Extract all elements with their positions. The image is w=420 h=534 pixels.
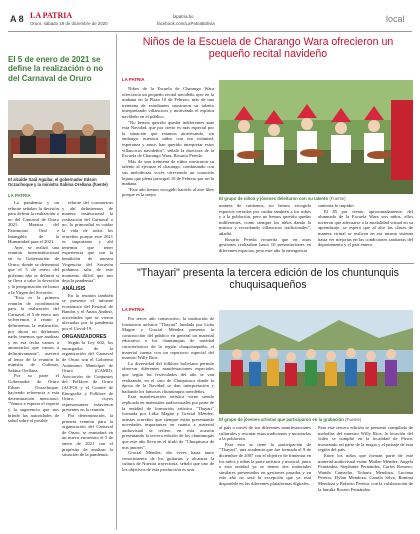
sidebar-photo <box>8 100 110 175</box>
article1-headline: Niños de la Escuela de Charango Wara ofrecieron un pequeño recital navideño <box>142 36 394 60</box>
article1-caption <box>219 196 413 201</box>
paragraph: Entre los niños que forman parte de este material audiovisual están: Mailen Méndez, Angela Fernández, Stephanie Fernández, Carlos Romero, Wanda Camacho, Yoharis Mendoza, Luciana Pereira, Dylan Mendoza, Camila Silva, Romina Mendoza y Roberto Pereira, con la colaboración de la familia Rosero Fernández. <box>318 452 413 492</box>
officials-photo <box>8 100 110 175</box>
paragraph: rebrote del coronavirus y ahí definiremos de manera institucional la realización del Carnaval o no, lo primordial es cuidar la vida de todos los orureños porque este 2021 es importante y ahí tenemos que tener experiencia que con la bendición de nuestra Virgencita del Socavón podamos salir de este momento difícil que nos deja la pandemia". <box>62 200 113 284</box>
article2-byline: LA PATRIA <box>122 307 145 312</box>
paragraph: El 85 por ciento, aproximadamente, del alumnado de la Escuela Wara son niños, ellos tuvieron que adecuarse a la modalidad virtual en su aprendizaje, se espera que al alto las clases de manera virtual se realicen en ese mismo sistema hasta ver mejorías en las condiciones sanitarias del departamento y el país entero. <box>318 208 413 248</box>
young-artists-photo <box>219 310 413 414</box>
article1-photo <box>219 80 413 194</box>
newspaper-name: LA PATRIA <box>30 11 73 20</box>
paragraph: Ayer, se realizó una reunión interinstitucional en la Gobernación de Oruro, donde se determinó que el 5 de enero del próximo año se definirá si se lleva a cabo la devoción y la peregrinación en honor a la Virgen del Socavón. <box>8 244 59 295</box>
paragraph: Gracial Méndez, dio veces hasta tanto conocimiento de los guitarras y alcanzar la cultura de Nuestra trayectoria, señaló que uno de los objetivos de esta producción es unir <box>122 450 214 473</box>
article-divider <box>120 263 414 264</box>
social-link: facebook.com/LaPatriaBolivia <box>157 21 215 26</box>
paragraph: "Este año hemos escogido hacerlo al aire libre porque es la mejor <box>122 186 214 198</box>
column-divider <box>116 34 117 530</box>
paragraph: La diversidad del folklore boliviano permite observar diferentes manifestaciones especiales que según las festividades del año se van realizando, en el caso de Chuquisaca donde la época de la Navidad se dan interpretación y bailando los famosos chuntunquis navideños. <box>122 360 214 394</box>
photo-credit: (Fuente) <box>345 417 362 422</box>
paragraph: Por tercer año consecutivo, la institución de formación artística "Thayari" fundada por Lidia Magne y Gracial Méndez presenta la construcción del público en general un material educativo a los chuntunquis de navidad característicos de la región chuquisaqueña, el material cuenta con un repertorio especial del maestro Willy Rios. <box>122 316 214 361</box>
article2-caption <box>219 417 413 422</box>
paragraph: sanitaria lo impidió. <box>318 203 355 208</box>
caption-text: El grupo de niños y jóvenes deleitaron con su talento <box>219 196 329 201</box>
paragraph: Por su parte el Gobernador de Oruro Edson Oczachoque, haciendo referencia a esta determinación mencionó: "Vamos a esperar el reporte y la sugerencia que nos brinde las autoridades de salud sobre el posible <box>8 373 59 424</box>
sidebar-caption: El alcalde Saúl Aguilar, el gobernador Edson Oczachoque y la ministra Sabina Orellana (fuente) <box>8 177 108 187</box>
page-number: A 8 <box>10 14 24 24</box>
article1-column-2 <box>219 203 311 261</box>
paragraph: Rosario Pereda recuerda que en otras gestiones realizaban hasta 10 presentaciones en diferentes espacios, pero este año la emergencia <box>219 236 311 253</box>
website: lapatria.bo <box>173 14 194 19</box>
organizers-subhead: ORGANIZADORES <box>62 333 107 340</box>
paragraph: Para esto se tiene la participación de "Thayari", una academia que fue formada el 9 de diciembre de 2007 con el objetivo de fomentar en los niños y niñas la parte artística y musical, junto a esta entidad ya se tienen dos materiales similares presentados en gestiones pasadas y en este año no será la excepción que ya está disponible en las diferentes plataformas digitales. <box>219 441 311 486</box>
page-header <box>0 0 420 30</box>
section-title: local <box>386 14 405 24</box>
sidebar-column-2 <box>62 200 113 530</box>
paragraph: "Esta es la primera reunión de coordinación para la realización del Carnaval, el 5 de enero nos volveremos a reunir y definiremos la realización, por ahora no definimos nada, tenemos que analizar y en esa fecha vamos a anunciarlos que vamos a definitivamente", aseveró al tenor de la reunión la ministra de Culturas, Sabina Orellana. <box>8 295 59 373</box>
article1-byline: LA PATRIA <box>122 77 145 82</box>
paragraph: Esta manifestación artística viene siendo replicada en materiales audiovisuales por parte de la entidad de formación artística "Thayari" formada por Lidia Magne y Gracial Méndez, artistas orureños que siempre están presentando novedades importantes en cuanto a material audiovisual se refiere, en esta ocasión presentando la tercera edición de los chuntunquis que este año lleva en el título de "Chuquisaca de mis amores". <box>122 394 214 450</box>
paragraph: Más de una treintena de niños mostraron su talento al ejecutar el charango, combinando con sus melodiosas voces ofreciendo un conocido lejano que plena principal 10 de Febrero por un la mañana. <box>122 158 214 187</box>
paragraph: al país a través de sus diferentes manifestaciones culturales y rescatar estas tradiciones y mostrarlas a la población. <box>219 425 311 442</box>
paragraph: En la reunión también se presentó el informe económico del Festival de Bandas y el Anata Andino, actividades que se vieron afectadas por la pandemia por el Covid-19. <box>62 292 113 332</box>
paragraph: Niños de la Escuela de Charango Wara ofrecieron un pequeño recital navideño ayer en la mañana en la Plaza 10 de Febrero, más de una treintena de estudiantes mostraron su talento interpretando villancicos y motivando el espíritu navideño en el público. <box>122 86 214 119</box>
analysis-subhead: ANÁLISIS <box>62 285 86 292</box>
article1-column-1 <box>122 86 214 261</box>
article2-column-3 <box>318 425 413 530</box>
paragraph: La pandemia y un rebrote señalan la decisión para definir la realización o no del Carnaval de Oruro 2021, Maestra del Patrimonio Oral e Intangible de la Humanidad para el 2021. <box>8 200 59 245</box>
paragraph: Por determinación, la primera reunión para la organización del Carnaval de Oruro, se reanudará en un nuevo encuentro el 5 de enero de 2021 con el propósito de analizar la situación de la pandemia. <box>62 412 113 458</box>
article2-photo <box>219 310 413 414</box>
sidebar-byline: LA PATRIA <box>8 193 31 198</box>
paragraph: manera de cuidarnos, no hemos escogido espacios cerrados por cuidar también a los niños y a la población, pero no hemos querido quedar indiferentes, como siempre los niños dando la música y recordando villancicos tradicionales", añadió. <box>219 203 311 236</box>
paragraph: Para este tercera edición se presentó compilado de melodías del maestro Willy Rios, la locación del video se cumplió en la localidad de Pirwa, mostrando así parte de la magia y el paisaje de esta región del país. <box>318 425 413 453</box>
article2-column-2 <box>219 425 311 530</box>
caption-text: El grupo de jóvenes artistas que participaron en la grabación <box>219 417 344 422</box>
children-choir-photo <box>219 80 413 194</box>
sidebar-column-1 <box>8 200 59 530</box>
article2-headline: "Thayari" presenta la tercera edición de los chuntunquis chuquisaqueños <box>137 267 399 291</box>
paragraph: "No hemos querido quedar indiferentes ante esta Navidad, que por cierto es más especial por la situación que estamos atravesando, sin embargo, nuestros niños con esa voluntad, esperanza y amor, han querido interpretar estos villancicos navideños", señaló la directora de la Escuela de Charango Wara, Rosario Pereda. <box>122 119 214 159</box>
sidebar-headline: El 5 de enero de 2021 se define la realización o no del Carnaval de Oruro <box>8 55 104 83</box>
photo-credit: (Fuente) <box>329 196 346 201</box>
article2-column-1 <box>122 316 214 530</box>
article1-column-3 <box>318 203 413 261</box>
paragraph: Según la Ley 602, los encargados de la organización del Carnaval de Oruro son el Gobierno Autónomo Municipal de Oruro (GAMO), Asociación de Conjuntos del Folklore de Oruro (ACFO) y el Comité de Etnografía y Folklore de Oruro, cuyos representantes estuvieron presentes en la reunión. <box>62 340 113 413</box>
issue-date: Oruro, sábado 19 de diciembre de 2020 <box>30 21 108 26</box>
